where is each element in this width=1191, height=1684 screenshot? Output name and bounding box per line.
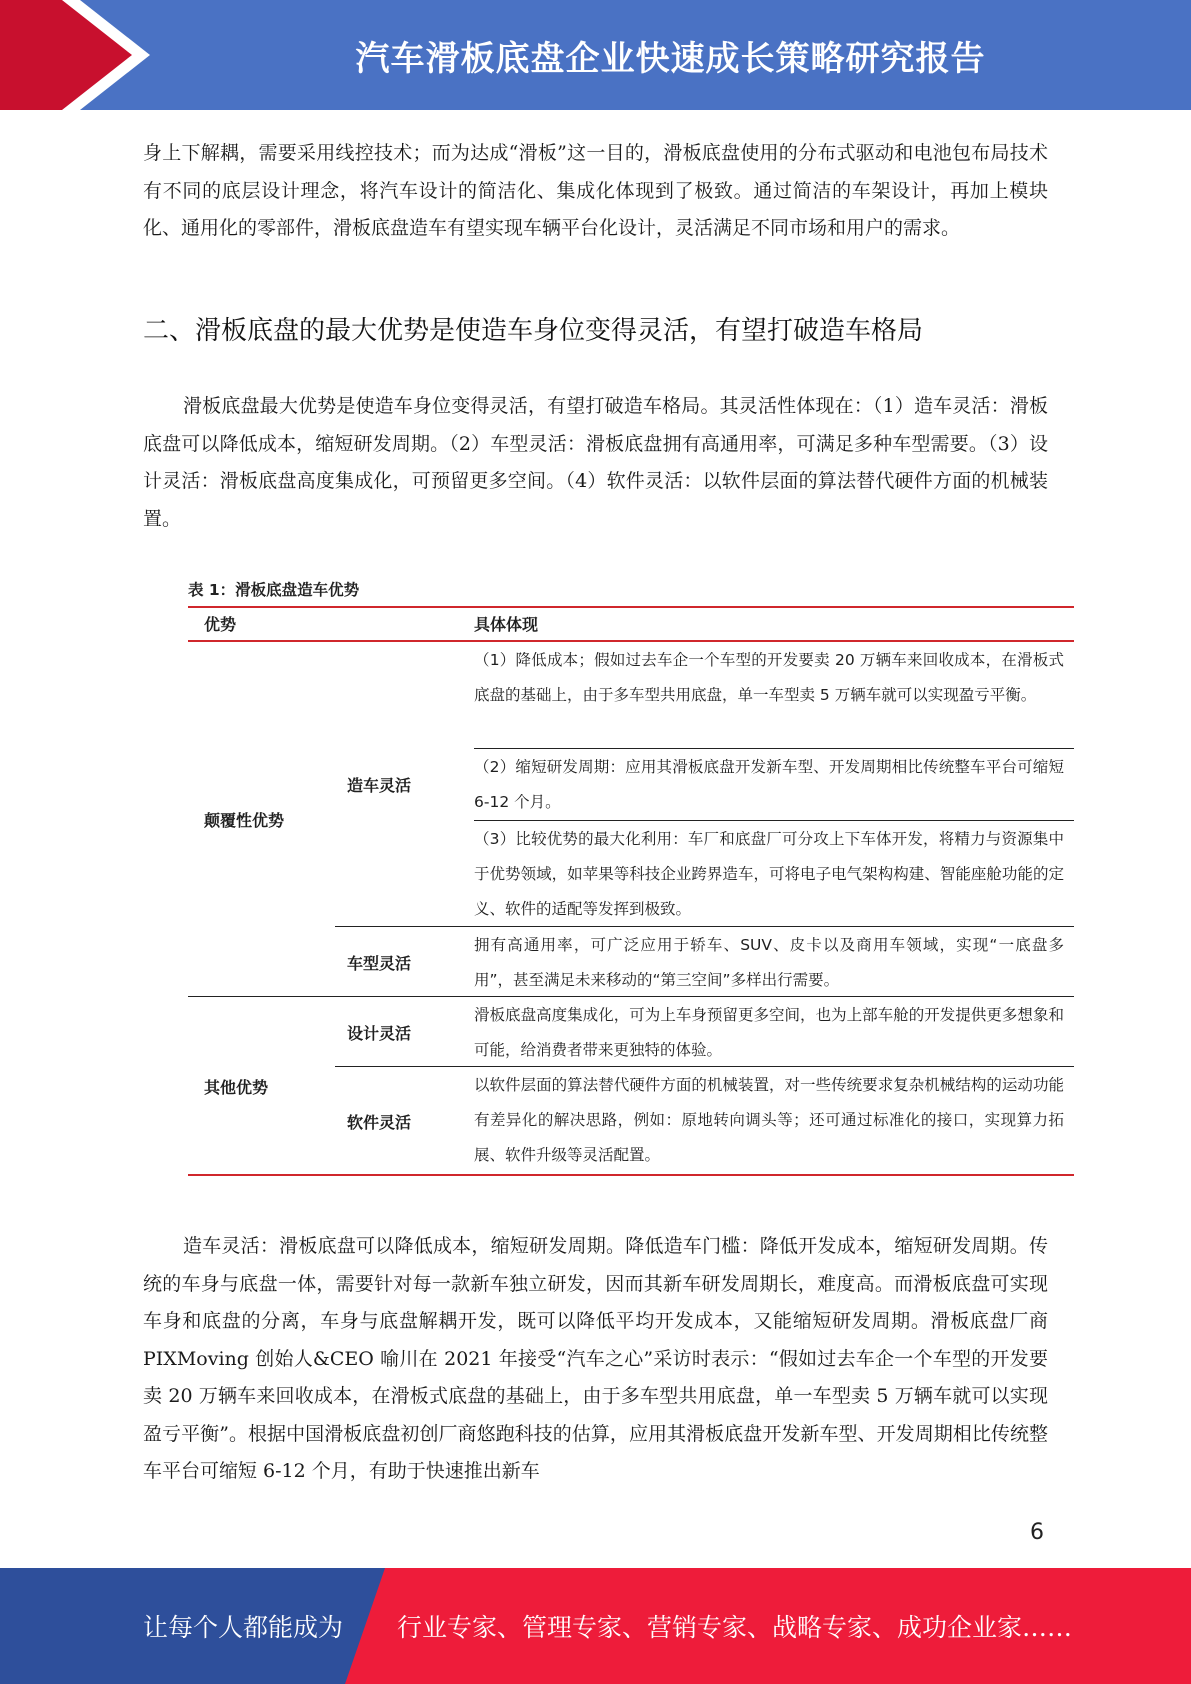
intro-paragraph: 身上下解耦，需要采用线控技术；而为达成“滑板”这一目的，滑板底盘使用的分布式驱动和电池包布局技术有不同的底层设计理念，将汽车设计的简洁化、集成化体现到了极致。通过简洁的车架设计，再加上模块化、通用化的零部件，滑板底盘造车有望实现车辆平台化设计，灵活满足不同市场和用户的需求。 (143, 142, 1048, 239)
table-top-rule (188, 606, 1074, 608)
section-paragraph: 滑板底盘最大优势是使造车身位变得灵活，有望打破造车格局。其灵活性体现在：（1）造车灵活：滑板底盘可以降低成本，缩短研发周期。（2）车型灵活：滑板底盘拥有高通用率，可满足多种车型需要。（3）设计灵活：滑板底盘高度集成化，可预留更多空间。（4）软件灵活：以软件层面的算法替代硬件方面的机械装置。 (143, 395, 1048, 530)
table-body (188, 606, 1074, 1176)
footer-slogan-left: 让每个人都能成为 (143, 1613, 344, 1642)
subgroup-label-design: 设计灵活 (347, 1023, 412, 1043)
page-footer (0, 1568, 1191, 1684)
section-heading: 二、滑板底盘的最大优势是使造车身位变得灵活，有望打破造车格局 (143, 316, 924, 346)
table-header-detail: 具体体现 (474, 615, 539, 634)
row-divider (474, 748, 1074, 749)
detail-cost-reduction: （1）降低成本；假如过去车企一个车型的开发要卖 20 万辆车来回收成本，在滑板式底盘的基础上，由于多车型共用底盘，单一车型卖 5 万辆车就可以实现盈亏平衡。 (474, 651, 1064, 704)
detail-design-flexibility: 滑板底盘高度集成化，可为上车身预留更多空间，也为上部车舱的开发提供更多想象和可能，给消费者带来更独特的体验。 (474, 1006, 1064, 1059)
group-label-disruptive: 颠覆性优势 (204, 810, 285, 830)
table-caption: 表 1：滑板底盘造车优势 (188, 581, 360, 599)
closing-paragraph: 造车灵活：滑板底盘可以降低成本，缩短研发周期。降低造车门槛：降低开发成本，缩短研发周期。传统的车身与底盘一体，需要针对每一款新车独立研发，因而其新车研发周期长，难度高。而滑板底盘可实现车身和底盘的分离，车身与底盘解耦开发，既可以降低平均开发成本，又能缩短研发周期。滑板底盘厂商 PIXMoving 创始人&CEO 喻川在 2021 年接受“汽车之心”采访时表示：“假如过去车企一个车型的开发要卖 20 万辆车来回收成本，在滑板式底盘的基础上，由于多车型共用底盘，单一车型卖 5 万辆车就可以实现盈亏平衡”。根据中国滑板底盘初创厂商悠跑科技的估算，应用其滑板底盘开发新车型、开发周期相比传统整车平台可缩短 6-12 个月，有助于快速推出新车 (143, 1235, 1048, 1482)
row-divider (474, 820, 1074, 821)
group-label-other: 其他优势 (204, 1077, 269, 1097)
footer-slogan-right: 行业专家、管理专家、营销专家、战略专家、成功企业家…… (397, 1613, 1073, 1642)
table-header-advantage: 优势 (204, 615, 237, 634)
advantages-table (188, 578, 1074, 1178)
detail-rd-cycle: （2）缩短研发周期：应用其滑板底盘开发新车型、开发周期相比传统整车平台可缩短 6-12 个月。 (474, 758, 1064, 811)
detail-comparative-advantage: （3）比较优势的最大化利用：车厂和底盘厂可分攻上下车体开发，将精力与资源集中于优势领域，如苹果等科技企业跨界造车，可将电子电气架构构建、智能座舱功能的定义、软件的适配等发挥到极致。 (474, 830, 1064, 918)
header-title: 汽车滑板底盘企业快速成长策略研究报告 (355, 38, 986, 79)
subgroup-label-software: 软件灵活 (347, 1112, 412, 1132)
subgroup-label-model: 车型灵活 (347, 953, 412, 973)
table-bottom-rule (188, 1174, 1074, 1176)
table-header-rule (188, 640, 1074, 642)
detail-model-flexibility: 拥有高通用率，可广泛应用于轿车、SUV、皮卡以及商用车领域，实现“一底盘多用”，甚至满足未来移动的“第三空间”多样出行需要。 (474, 936, 1064, 989)
page-header (0, 0, 1191, 110)
subgroup-label-manufacturing: 造车灵活 (347, 775, 412, 795)
detail-software-flexibility: 以软件层面的算法替代硬件方面的机械装置，对一些传统要求复杂机械结构的运动功能有差异化的解决思路，例如：原地转向调头等；还可通过标准化的接口，实现算力拓展、软件升级等灵活配置。 (474, 1076, 1064, 1164)
page-number: 6 (1030, 1520, 1044, 1545)
